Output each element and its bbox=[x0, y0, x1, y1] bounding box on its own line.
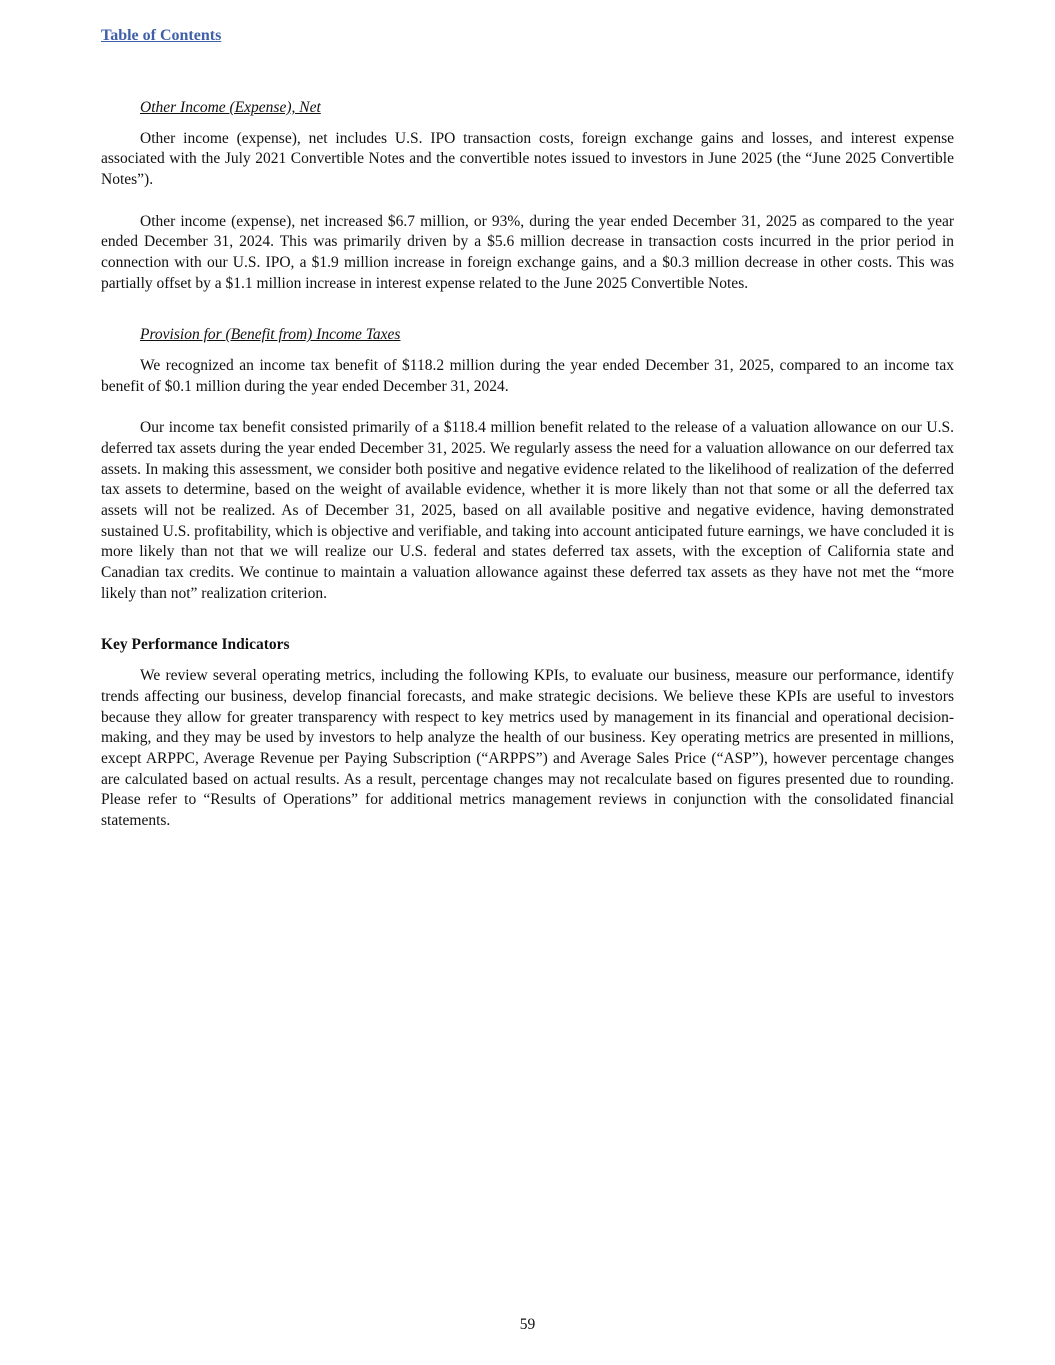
income-taxes-paragraph-1: We recognized an income tax benefit of $118.2 million during the year ended December 31, 2025, compared to an income tax benefit of $0.1 million during the year ended December 31, 2024. bbox=[101, 357, 954, 395]
table-of-contents-link[interactable]: Table of Contents bbox=[101, 27, 222, 44]
kpi-heading: Key Performance Indicators bbox=[101, 636, 290, 654]
income-taxes-paragraph-2: Our income tax benefit consisted primarily of a $118.4 million benefit related to the release of a valuation allowance on our U.S. deferred tax assets during the year ended December 31, 2025. We regularly assess the need for a valuation allowance on our deferred tax assets. In making this assessment, we consider both positive and negative evidence related to the likelihood of realization of the deferred tax assets to determine, based on the weight of available evidence, whether it is more likely than not that some or all the deferred tax assets will not be realized. As of December 31, 2025, based on all available positive and negative evidence, having demonstrated sustained U.S. profitability, which is objective and verifiable, and taking into account anticipated future earnings, we have concluded it is more likely than not that we will realize our U.S. federal and states deferred tax assets, with the exception of California state and Canadian tax credits. We continue to maintain a valuation allowance against these deferred tax assets as they have not met the “more likely than not” realization criterion. bbox=[101, 419, 954, 602]
section-income-taxes bbox=[101, 325, 954, 604]
other-income-heading: Other Income (Expense), Net bbox=[140, 99, 321, 116]
other-income-paragraph-1: Other income (expense), net includes U.S. IPO transaction costs, foreign exchange gains and losses, and interest expense associated with the July 2021 Convertible Notes and the convertible notes issued to investors in June 2025 (the “June 2025 Convertible Notes”). bbox=[101, 129, 954, 189]
other-income-paragraph-2: Other income (expense), net increased $6.7 million, or 93%, during the year ended December 31, 2025 as compared to the year ended December 31, 2024. This was primarily driven by a $5.6 million decrease in transaction costs incurred in the prior period in connection with our U.S. IPO, a $1.9 million increase in foreign exchange gains, and a $0.3 million decrease in other costs. This was partially offset by a $1.1 million increase in interest expense related to the June 2025 Convertible Notes. bbox=[101, 212, 954, 292]
page-content bbox=[101, 98, 954, 832]
kpi-paragraph-1: We review several operating metrics, including the following KPIs, to evaluate our business, measure our performance, identify trends affecting our business, develop financial forecasts, and make strategic decisions. We believe these KPIs are useful to investors because they allow for greater transparency with respect to key metrics used by management in its financial and operational decision-making, and they may be used by investors to help analyze the health of our business. Key operating metrics are presented in millions, except ARPPC, Average Revenue per Paying Subscription (“ARPPS”) and Average Sales Price (“ASP”), however percentage changes are calculated based on actual results. As a result, percentage changes may not recalculate based on figures presented due to rounding. Please refer to “Results of Operations” for additional metrics management reviews in conjunction with the consolidated financial statements. bbox=[101, 667, 954, 830]
income-taxes-heading: Provision for (Benefit from) Income Taxes bbox=[140, 326, 401, 344]
page-number: 59 bbox=[519, 1316, 536, 1333]
section-other-income bbox=[101, 98, 954, 294]
section-kpi bbox=[101, 635, 954, 831]
